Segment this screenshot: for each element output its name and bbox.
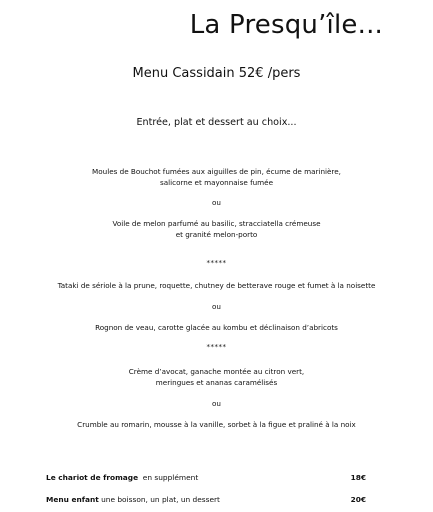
- course-separator-2: *****: [206, 343, 227, 351]
- extra-row-cheese: [46, 473, 366, 482]
- course-separator-1: *****: [206, 259, 227, 267]
- starter-1-line-1: Moules de Bouchot fumées aux aiguilles de pin, écume de marinière,: [92, 167, 341, 176]
- extra-detail: en supplément: [142, 473, 199, 482]
- main-1: Tataki de sériole à la prune, roquette, chutney de betterave rouge et fumet à la noisette: [57, 281, 376, 290]
- extra-name: Menu enfant: [46, 495, 99, 504]
- starter-1-line-2: salicorne et mayonnaise fumée: [159, 178, 274, 187]
- dessert-or: ou: [212, 399, 221, 408]
- dessert-1-line-2: meringues et ananas caramélisés: [155, 378, 278, 387]
- extra-detail: une boisson, un plat, un dessert: [101, 495, 220, 504]
- starter-2-line-1: Voile de melon parfumé au basilic, stracciatella crémeuse: [112, 219, 321, 228]
- menu-subtitle: Entrée, plat et dessert au choix...: [136, 117, 297, 128]
- extra-label: [46, 495, 220, 504]
- main-or: ou: [212, 302, 221, 311]
- starter-2-line-2: et granité melon-porto: [175, 230, 258, 239]
- extra-row-kids-menu: [46, 495, 366, 504]
- extra-price: 18€: [350, 473, 366, 482]
- dessert-1-line-1: Crème d’avocat, ganache montée au citron vert,: [128, 367, 305, 376]
- extra-name: Le chariot de fromage: [46, 473, 139, 482]
- extra-price: 20€: [350, 495, 366, 504]
- menu-title: Menu Cassidain 52€ /pers: [132, 66, 301, 81]
- main-2: Rognon de veau, carotte glacée au kombu et déclinaison d’abricots: [95, 323, 338, 332]
- extra-label: [46, 473, 198, 482]
- dessert-2: Crumble au romarin, mousse à la vanille, sorbet à la figue et praliné à la noix: [77, 420, 356, 429]
- starter-or: ou: [212, 198, 221, 207]
- restaurant-name: La Presqu’île...: [189, 10, 383, 40]
